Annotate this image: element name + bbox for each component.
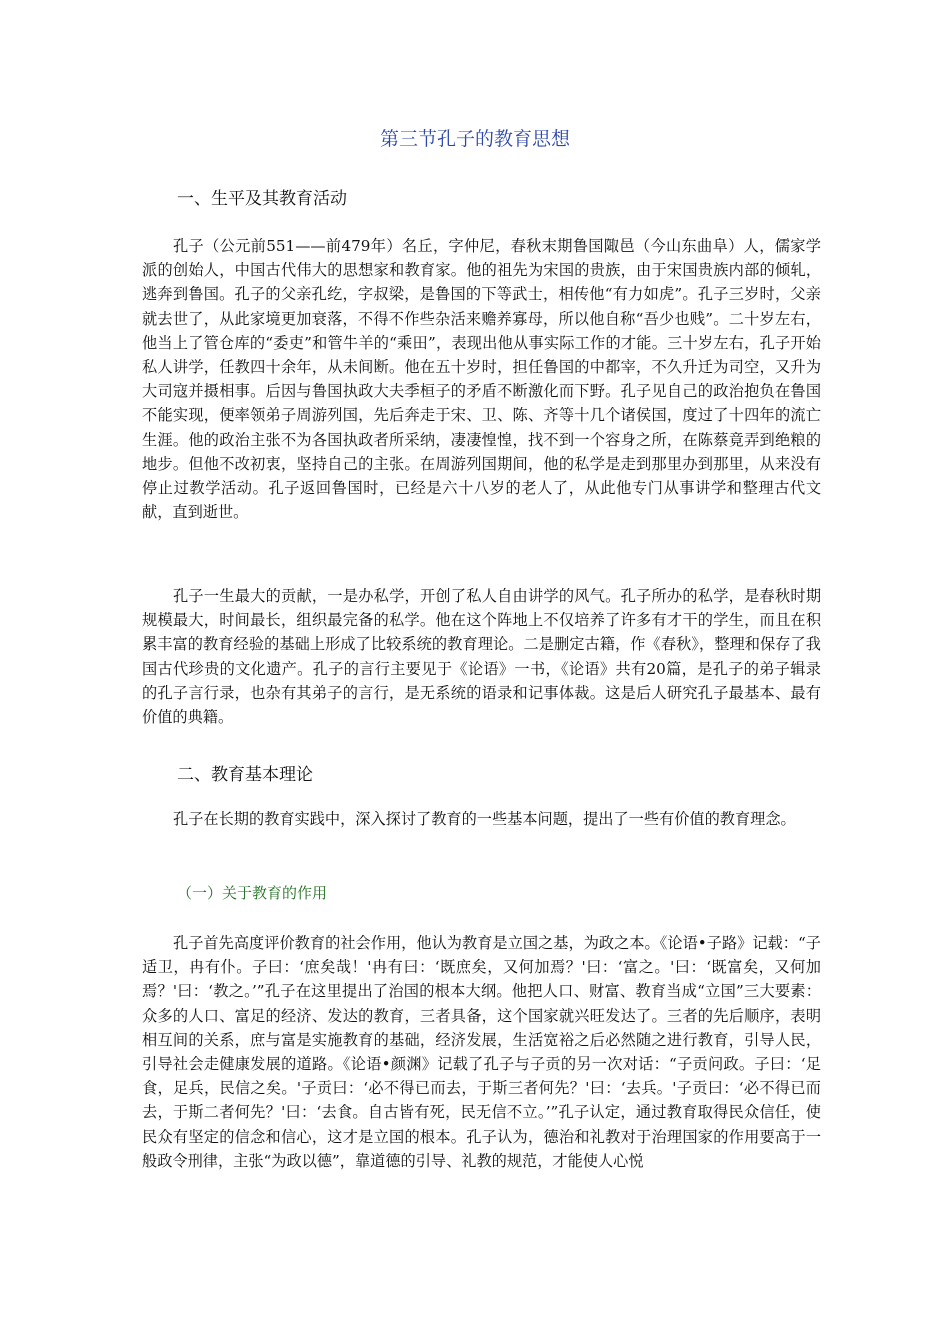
heading-theory: 二、教育基本理论 [177,765,313,785]
subheading-education-role: （一）关于教育的作用 [177,884,328,902]
paragraph-biography: 孔子（公元前551——前479年）名丘，字仲尼，春秋末期鲁国陬邑（今山东曲阜）人，儒家学派的创始人，中国古代伟大的思想家和教育家。他的祖先为宋国的贵族，由于宋国贵族内部的倾轧，逃奔到鲁国。孔子的父亲孔纥，字叔梁，是鲁国的下等武士，相传他“有力如虎”。孔子三岁时，父亲就去世了，从此家境更加衰落，不得不作些杂活来赡养寡母，所以他自称“吾少也贱”。二十岁左右，他当上了管仓库的“委吏”和管牛羊的“乘田”，表现出他从事实际工作的才能。三十岁左右，孔子开始私人讲学，任教四十余年，从未间断。他在五十岁时，担任鲁国的中都宰，不久升迁为司空，又升为大司寇并摄相事。后因与鲁国执政大夫季桓子的矛盾不断激化而下野。孔子见自己的政治抱负在鲁国不能实现，便率领弟子周游列国，先后奔走于宋、卫、陈、齐等十几个诸侯国，度过了十四年的流亡生涯。他的政治主张不为各国执政者所采纳，凄凄惶惶，找不到一个容身之所，在陈蔡竟弄到绝粮的地步。但他不改初衷，坚持自己的主张。在周游列国期间，他的私学是走到那里办到那里，从来没有停止过教学活动。孔子返回鲁国时，已经是六十八岁的老人了，从此他专门从事讲学和整理古代文献，直到逝世。 [142,237,821,522]
paragraph-education-role: 孔子首先高度评价教育的社会作用，他认为教育是立国之基，为政之本。《论语•子路》记载：“子适卫，冉有仆。子曰：‘庶矣哉！'冉有曰：‘既庶矣，又何加焉？'曰：‘富之。'曰：‘既富矣，又何加焉？'曰：‘教之。’”孔子在这里提出了治国的根本大纲。他把人口、财富、教育当成“立国”三大要素：众多的人口、富足的经济、发达的教育，三者具备，这个国家就兴旺发达了。三者的先后顺序，表明相互间的关系，庶与富是实施教育的基础，经济发展，生活宽裕之后必然随之进行教育，引导人民，引导社会走健康发展的道路。《论语•颜渊》记载了孔子与子贡的另一次对话：“子贡问政。子曰：‘足食，足兵，民信之矣。'子贡曰：‘必不得已而去，于斯三者何先？'曰：‘去兵。'子贡曰：‘必不得已而去，于斯二者何先？'曰：‘去食。自古皆有死，民无信不立。’”孔子认定，通过教育取得民众信任，使民众有坚定的信念和信心，这才是立国的根本。孔子认为，德治和礼教对于治理国家的作用要高于一般政令刑律，主张“为政以德”，靠道德的引导、礼教的规范，才能使人心悦 [142,934,821,1170]
section-title: 第三节孔子的教育思想 [379,128,570,150]
paragraph-contribution: 孔子一生最大的贡献，一是办私学，开创了私人自由讲学的风气。孔子所办的私学，是春秋时期规模最大，时间最长，组织最完备的私学。他在这个阵地上不仅培养了许多有才干的学生，而且在积累丰富的教育经验的基础上形成了比较系统的教育理论。二是删定古籍，作《春秋》，整理和保存了我国古代珍贵的文化遗产。孔子的言行主要见于《论语》一书，《论语》共有20篇，是孔子的弟子辑录的孔子言行录，也杂有其弟子的言行，是无系统的语录和记事体裁。这是后人研究孔子最基本、最有价值的典籍。 [142,587,821,727]
paragraph-theory-intro: 孔子在长期的教育实践中，深入探讨了教育的一些基本问题，提出了一些有价值的教育理念。 [173,810,796,828]
heading-biography: 一、生平及其教育活动 [177,189,347,209]
